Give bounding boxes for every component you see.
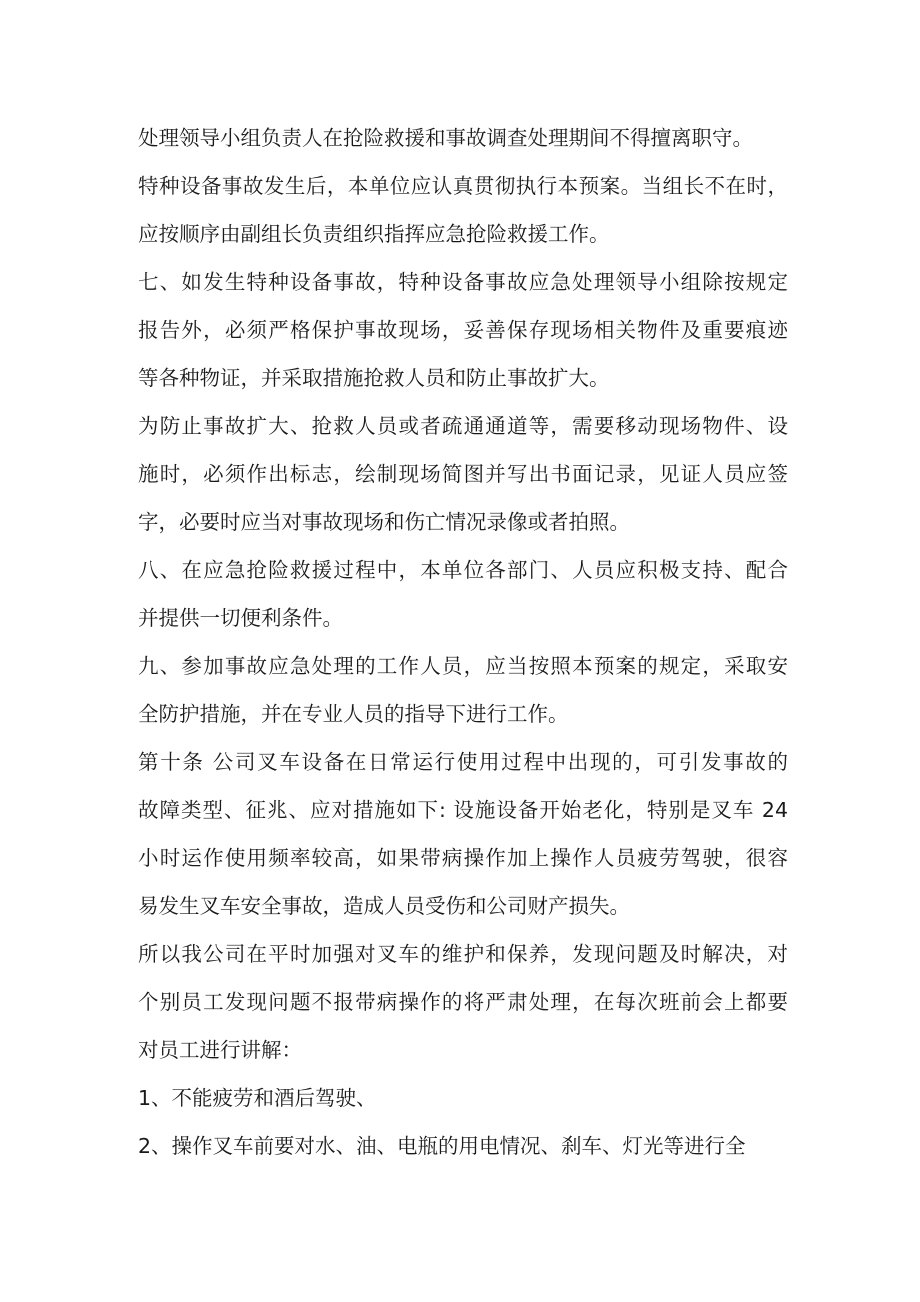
- text-line: 小时运作使用频率较高，如果带病操作加上操作人员疲劳驾驶，很容: [138, 846, 788, 870]
- text-line: 全防护措施，并在专业人员的指导下进行工作。: [138, 702, 569, 726]
- text-line: 七、如发生特种设备事故，特种设备事故应急处理领导小组除按规定: [138, 270, 788, 294]
- paragraph: [138, 930, 788, 1074]
- paragraph: [138, 738, 788, 930]
- text-line: 应按顺序由副组长负责组织指挥应急抢险救援工作。: [138, 222, 610, 246]
- paragraph: [138, 1122, 788, 1170]
- document-body: [138, 114, 788, 1170]
- text-line: 所以我公司在平时加强对叉车的维护和保养，发现问题及时解决，对: [138, 942, 788, 966]
- text-line: 报告外，必须严格保护事故现场，妥善保存现场相关物件及重要痕迹: [138, 318, 788, 342]
- text-line: 字，必要时应当对事故现场和伤亡情况录像或者拍照。: [138, 510, 630, 534]
- paragraph: [138, 546, 788, 642]
- text-line: 对员工进行讲解：: [138, 1038, 302, 1062]
- paragraph: [138, 114, 788, 162]
- paragraph: [138, 402, 788, 546]
- text-line: 特种设备事故发生后，本单位应认真贯彻执行本预案。当组长不在时，: [138, 174, 788, 198]
- text-line: 施时，必须作出标志，绘制现场简图并写出书面记录，见证人员应签: [138, 462, 788, 486]
- text-line: 第十条 公司叉车设备在日常运行使用过程中出现的，可引发事故的: [138, 750, 788, 774]
- paragraph: [138, 1074, 788, 1122]
- paragraph: [138, 642, 788, 738]
- text-line: 九、参加事故应急处理的工作人员，应当按照本预案的规定，采取安: [138, 654, 788, 678]
- text-line: 1、不能疲劳和酒后驾驶、: [138, 1086, 377, 1110]
- paragraph: [138, 162, 788, 258]
- text-line: 易发生叉车安全事故，造成人员受伤和公司财产损失。: [138, 894, 630, 918]
- text-line: 个别员工发现问题不报带病操作的将严肃处理，在每次班前会上都要: [138, 990, 788, 1014]
- text-line: 为防止事故扩大、抢救人员或者疏通通道等，需要移动现场物件、设: [138, 414, 788, 438]
- text-line: 故障类型、征兆、应对措施如下: 设施设备开始老化，特别是叉车 24: [138, 798, 788, 822]
- text-line: 2、操作叉车前要对水、油、电瓶的用电情况、刹车、灯光等进行全: [138, 1134, 746, 1158]
- text-line: 并提供一切便利条件。: [138, 606, 343, 630]
- text-line: 处理领导小组负责人在抢险救援和事故调查处理期间不得擅离职守。: [138, 126, 753, 150]
- text-line: 八、在应急抢险救援过程中，本单位各部门、人员应积极支持、配合: [138, 558, 788, 582]
- paragraph: [138, 258, 788, 402]
- text-line: 等各种物证，并采取措施抢救人员和防止事故扩大。: [138, 366, 610, 390]
